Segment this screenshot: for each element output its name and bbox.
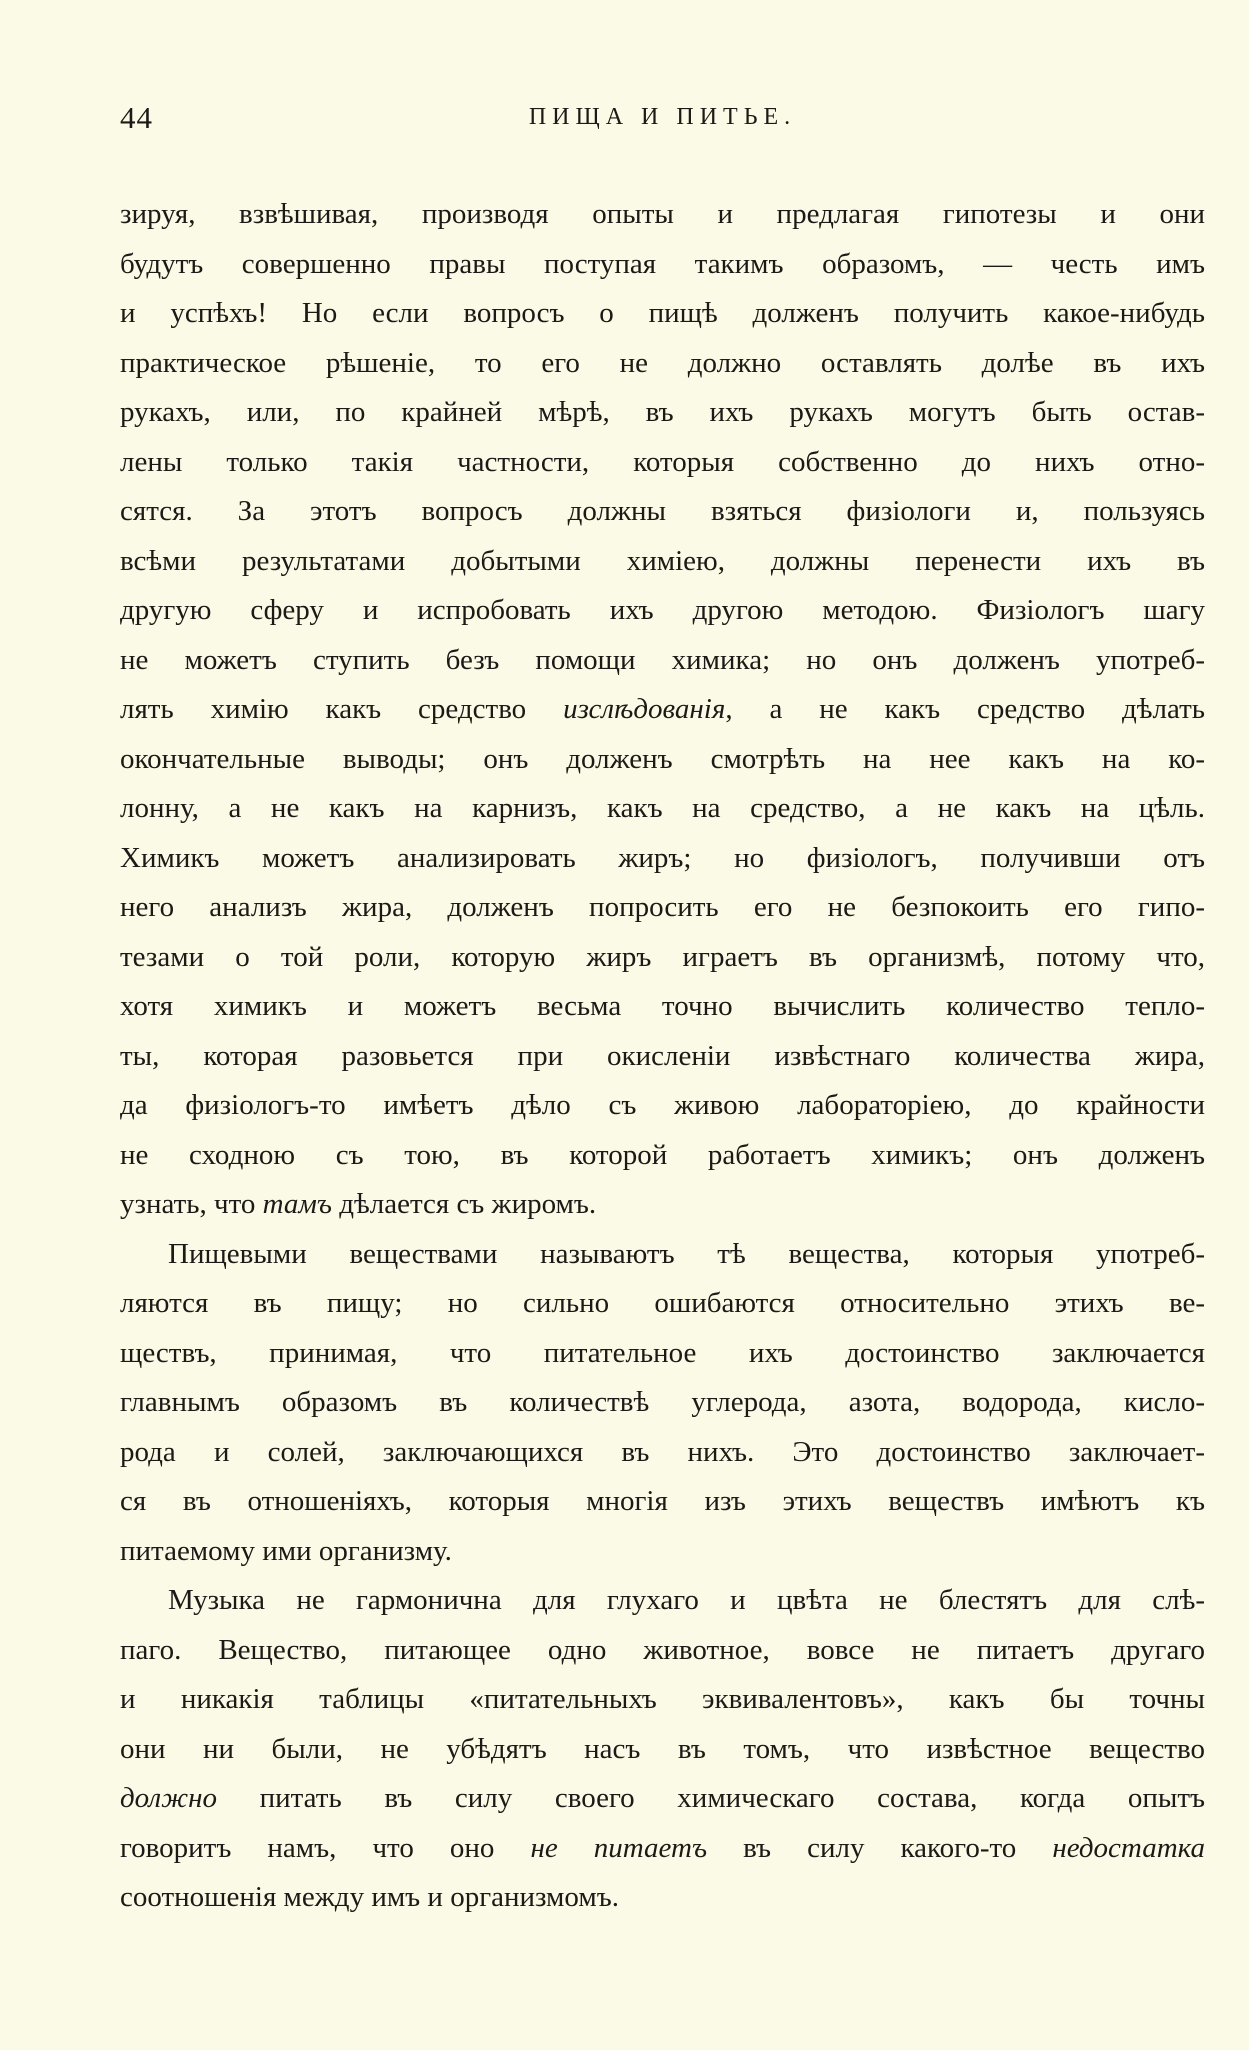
page-header bbox=[120, 100, 1205, 140]
italic-run: недостатка bbox=[1052, 1831, 1205, 1864]
text-line: рукахъ, или, по крайней мѣрѣ, въ ихъ рукахъ могутъ быть остав- bbox=[120, 396, 1205, 428]
text-line: ляются въ пищу; но сильно ошибаются относительно этихъ ве- bbox=[120, 1287, 1205, 1319]
text-line: Химикъ можетъ анализировать жиръ; но физіологъ, получивши отъ bbox=[120, 841, 1205, 874]
text-line: да физіологъ-то имѣетъ дѣло съ живою лабораторіею, до крайности bbox=[120, 1089, 1205, 1121]
text-line: они ни были, не убѣдятъ насъ въ томъ, что извѣстное вещество bbox=[120, 1732, 1205, 1765]
text-line: хотя химикъ и можетъ весьма точно вычислить количество тепло- bbox=[120, 990, 1205, 1022]
text-line: и никакія таблицы «питательныхъ эквивалентовъ», какъ бы точны bbox=[120, 1683, 1205, 1715]
text-line bbox=[120, 685, 1205, 735]
text-line: сятся. За этотъ вопросъ должны взяться физіологи и, пользуясь bbox=[120, 495, 1205, 527]
text-line: ся въ отношеніяхъ, которыя многія изъ этихъ веществъ имѣютъ къ bbox=[120, 1485, 1205, 1517]
paragraph-3 bbox=[120, 1576, 1205, 1923]
running-title: ПИЩА И ПИТЬЕ. bbox=[528, 104, 797, 130]
text-line: не сходною съ тою, въ которой работаетъ химикъ; онъ долженъ bbox=[120, 1138, 1205, 1171]
italic-run: изслѣдованія bbox=[563, 693, 726, 725]
page-number: 44 bbox=[120, 100, 153, 135]
body-text bbox=[120, 190, 1205, 1923]
text-line bbox=[120, 1774, 1205, 1824]
text-line: всѣми результатами добытыми химіею, должны перенести ихъ въ bbox=[120, 544, 1205, 577]
italic-run: не питаетъ bbox=[530, 1831, 708, 1864]
text-run: говоритъ намъ, что оно bbox=[120, 1831, 531, 1864]
paragraph-2 bbox=[120, 1230, 1205, 1577]
text-line bbox=[120, 1180, 1205, 1230]
text-line bbox=[120, 1824, 1205, 1874]
paragraph-1 bbox=[120, 190, 1205, 1230]
text-line: зируя, взвѣшивая, производя опыты и предлагая гипотезы и они bbox=[120, 198, 1205, 230]
text-line: практическое рѣшеніе, то его не должно оставлять долѣе въ ихъ bbox=[120, 346, 1205, 379]
text-line: ществъ, принимая, что питательное ихъ достоинство заключается bbox=[120, 1336, 1205, 1369]
text-run: питать въ силу своего химическаго состава, когда опытъ bbox=[216, 1782, 1205, 1814]
italic-run: тамъ bbox=[262, 1188, 332, 1220]
text-line: лены только такія частности, которыя собственно до нихъ отно- bbox=[120, 445, 1205, 478]
text-run: лять химію какъ средство bbox=[120, 693, 564, 725]
text-line: Музыка не гармонична для глухаго и цвѣта не блестятъ для слѣ- bbox=[168, 1584, 1205, 1616]
text-line: другую сферу и испробовать ихъ другою методою. Физіологъ шагу bbox=[120, 594, 1205, 626]
text-line: соотношенія между имъ и организмомъ. bbox=[120, 1881, 619, 1913]
text-line: окончательные выводы; онъ долженъ смотрѣть на нее какъ на ко- bbox=[120, 742, 1205, 775]
text-line: рода и солей, заключающихся въ нихъ. Это достоинство заключает- bbox=[120, 1435, 1205, 1468]
text-line: лонну, а не какъ на карнизъ, какъ на средство, а не какъ на цѣль. bbox=[120, 792, 1205, 824]
text-line: и успѣхъ! Но если вопросъ о пищѣ долженъ получить какое-нибудь bbox=[120, 297, 1205, 329]
text-line: не можетъ ступить безъ помощи химика; но онъ долженъ употреб- bbox=[120, 643, 1205, 676]
text-line: тезами о той роли, которую жиръ играетъ въ организмѣ, потому что, bbox=[120, 940, 1205, 973]
italic-run: должно bbox=[120, 1782, 217, 1814]
text-line: питаемому ими организму. bbox=[120, 1534, 452, 1567]
text-run: узнать, что bbox=[120, 1188, 263, 1220]
text-line: будутъ совершенно правы поступая такимъ образомъ, — честь имъ bbox=[120, 247, 1205, 280]
text-line: главнымъ образомъ въ количествѣ углерода, азота, водорода, кисло- bbox=[120, 1386, 1205, 1418]
text-run: дѣлается съ жиромъ. bbox=[331, 1188, 597, 1220]
text-line: ты, которая разовьется при окисленіи извѣстнаго количества жира, bbox=[120, 1039, 1205, 1072]
text-line: паго. Вещество, питающее одно животное, вовсе не питаетъ другаго bbox=[120, 1633, 1205, 1666]
text-run: въ силу какого-то bbox=[707, 1831, 1053, 1864]
text-run: , а не какъ средство дѣлать bbox=[725, 693, 1205, 725]
text-line: него анализъ жира, долженъ попросить его не безпокоить его гипо- bbox=[120, 891, 1205, 923]
text-line: Пищевыми веществами называютъ тѣ вещества, которыя употреб- bbox=[168, 1237, 1205, 1270]
